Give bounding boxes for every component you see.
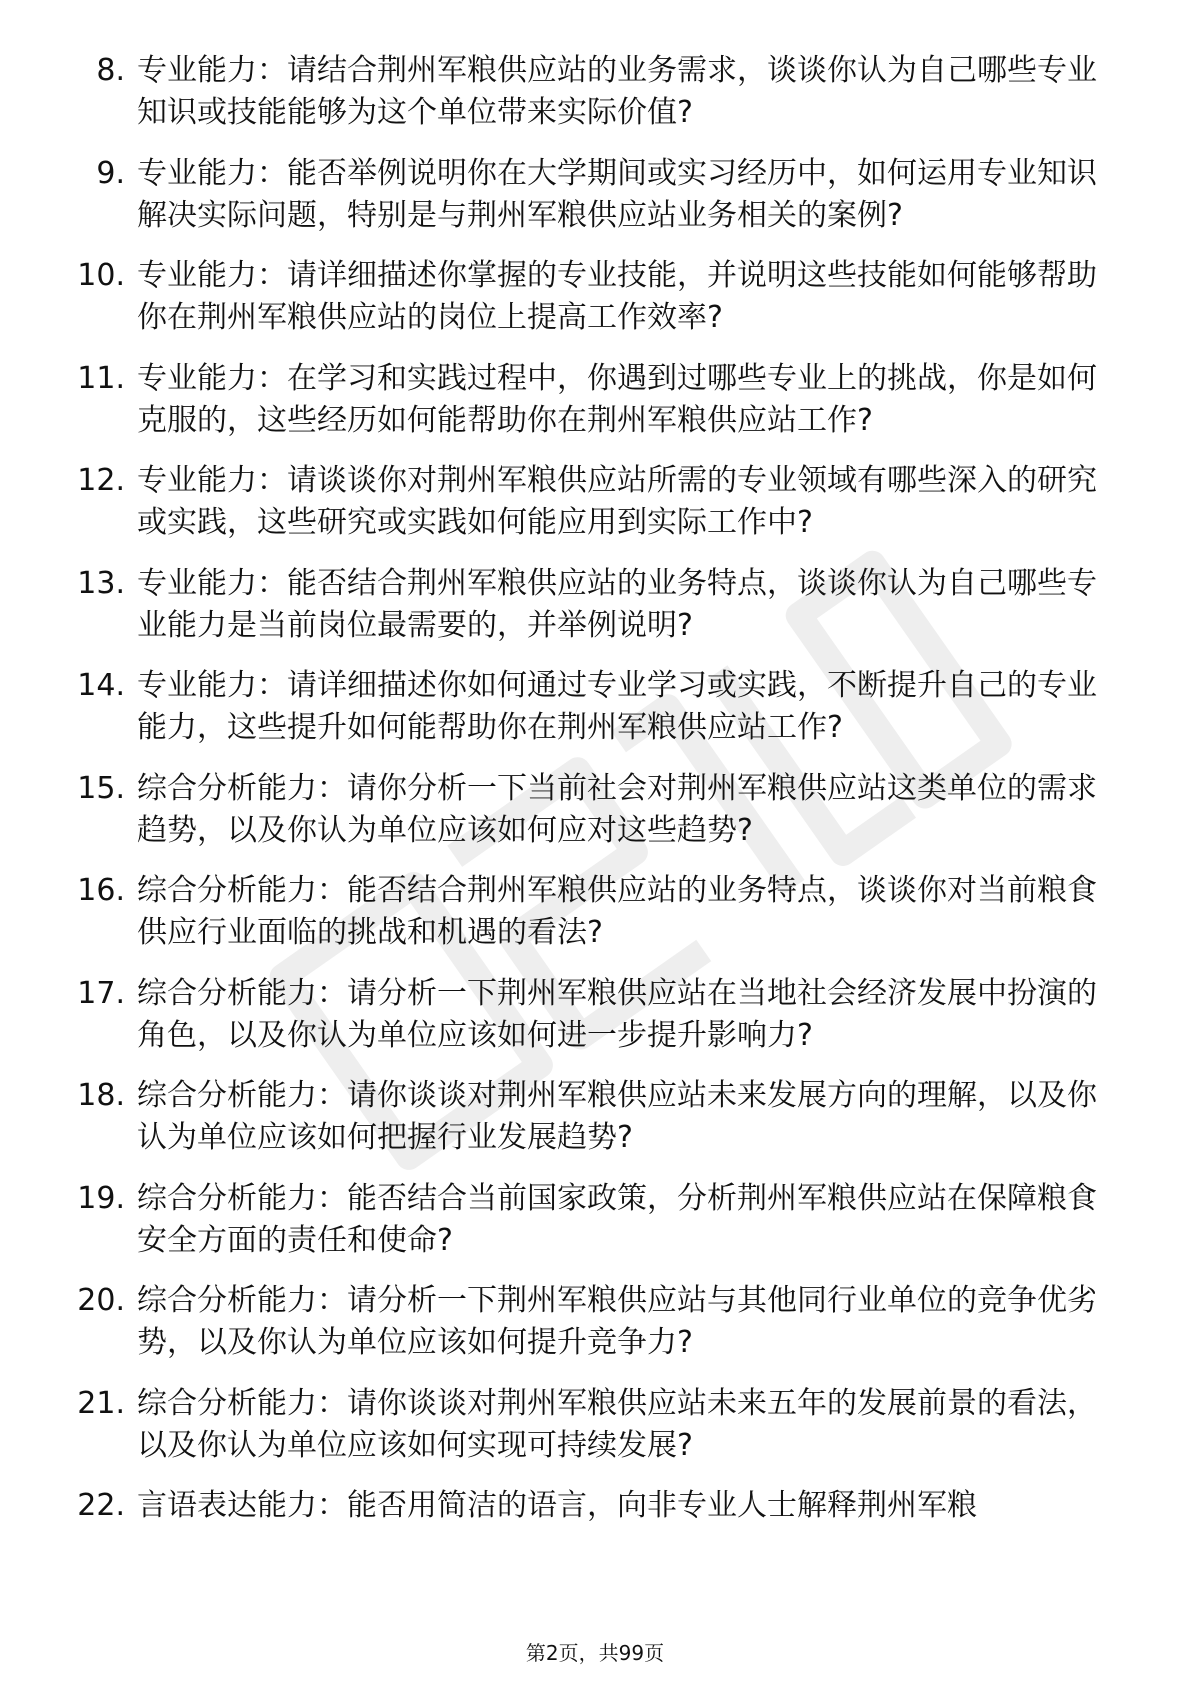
question-number: 16. <box>77 873 125 908</box>
question-text: 综合分析能力：能否结合荆州军粮供应站的业务特点，谈谈你对当前粮食供应行业面临的挑战和机遇的看法? <box>137 873 1097 950</box>
question-item <box>40 768 1120 852</box>
question-item <box>40 1383 1120 1467</box>
question-number: 15. <box>77 770 125 806</box>
question-item <box>40 50 1120 134</box>
question-item <box>40 1075 1120 1159</box>
question-item <box>40 870 1120 954</box>
question-text: 专业能力：在学习和实践过程中，你遇到过哪些专业上的挑战，你是如何克服的，这些经历如何能帮助你在荆州军粮供应站工作? <box>137 360 1097 438</box>
question-number: 22. <box>77 1488 125 1523</box>
question-number: 10. <box>77 258 125 293</box>
question-number: 11. <box>77 360 125 396</box>
question-number: 12. <box>77 463 125 498</box>
question-number: 18. <box>77 1078 125 1113</box>
question-item <box>40 563 1120 647</box>
question-number: 19. <box>77 1180 125 1216</box>
question-text: 专业能力：请详细描述你如何通过专业学习或实践，不断提升自己的专业能力，这些提升如何能帮助你在荆州军粮供应站工作? <box>137 668 1097 745</box>
question-list <box>40 50 1120 1546</box>
question-item <box>40 358 1120 442</box>
question-text: 专业能力：请结合荆州军粮供应站的业务需求，谈谈你认为自己哪些专业知识或技能能够为这个单位带来实际价值? <box>137 53 1097 130</box>
question-text: 专业能力：能否举例说明你在大学期间或实习经历中，如何运用专业知识解决实际问题，特别是与荆州军粮供应站业务相关的案例? <box>137 155 1097 233</box>
question-item <box>40 1280 1120 1364</box>
question-item <box>40 153 1120 237</box>
question-text: 综合分析能力：请你谈谈对荆州军粮供应站未来五年的发展前景的看法，以及你认为单位应该如何实现可持续发展? <box>137 1385 1097 1463</box>
question-item <box>40 973 1120 1057</box>
question-item <box>40 1178 1120 1262</box>
page-number: 第2页，共99页 <box>525 1641 665 1665</box>
question-item <box>40 665 1120 749</box>
question-item <box>40 255 1120 339</box>
question-text: 综合分析能力：请分析一下荆州军粮供应站与其他同行业单位的竞争优劣势，以及你认为单位应该如何提升竞争力? <box>137 1283 1097 1360</box>
question-number: 9. <box>96 155 125 191</box>
question-number: 13. <box>77 565 125 601</box>
question-text: 综合分析能力：请分析一下荆州军粮供应站在当地社会经济发展中扮演的角色，以及你认为单位应该如何进一步提升影响力? <box>137 975 1097 1053</box>
question-number: 14. <box>77 668 125 703</box>
page-footer <box>0 1640 1190 1666</box>
question-text: 综合分析能力：能否结合当前国家政策，分析荆州军粮供应站在保障粮食安全方面的责任和使命? <box>137 1180 1097 1258</box>
question-number: 17. <box>77 975 125 1011</box>
question-text: 专业能力：请详细描述你掌握的专业技能，并说明这些技能如何能够帮助你在荆州军粮供应站的岗位上提高工作效率? <box>137 258 1097 335</box>
question-text: 综合分析能力：请你分析一下当前社会对荆州军粮供应站这类单位的需求趋势，以及你认为单位应该如何应对这些趋势? <box>137 770 1097 848</box>
question-number: 21. <box>77 1385 125 1421</box>
question-text: 专业能力：能否结合荆州军粮供应站的业务特点，谈谈你认为自己哪些专业能力是当前岗位最需要的，并举例说明? <box>137 565 1097 643</box>
question-number: 8. <box>96 53 125 88</box>
question-text: 综合分析能力：请你谈谈对荆州军粮供应站未来发展方向的理解，以及你认为单位应该如何把握行业发展趋势? <box>137 1078 1097 1155</box>
question-number: 20. <box>77 1283 125 1318</box>
question-item <box>40 460 1120 544</box>
question-text: 专业能力：请谈谈你对荆州军粮供应站所需的专业领域有哪些深入的研究或实践，这些研究或实践如何能应用到实际工作中? <box>137 463 1097 540</box>
question-item <box>40 1485 1120 1527</box>
question-text: 言语表达能力：能否用简洁的语言，向非专业人士解释荆州军粮 <box>137 1488 977 1523</box>
